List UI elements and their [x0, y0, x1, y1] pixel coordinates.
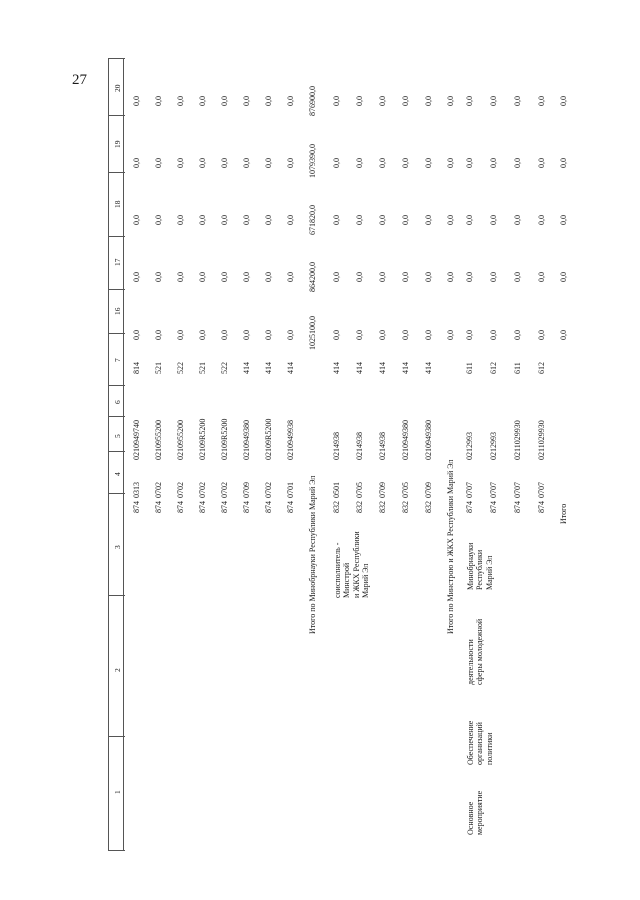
cell-csr: 02109R5200 — [264, 418, 273, 460]
cell-rz: 0707 — [537, 482, 546, 498]
header-col-16: 16 — [113, 307, 122, 315]
main-event-type: Основное мероприятие — [466, 790, 485, 835]
cell-grbs: 874 — [154, 501, 163, 513]
total-minstroy-v19: 0,0 — [446, 158, 455, 168]
cell-v17: 0,0 — [513, 272, 522, 282]
total-event-v16: 0,0 — [559, 330, 568, 340]
total-minobr-v17: 864200,0 — [308, 262, 317, 292]
cell-vr: 612 — [489, 362, 498, 374]
total-minobr-v16: 1025100,0 — [308, 316, 317, 350]
cell-v16: 0,0 — [537, 330, 546, 340]
cell-vr: 414 — [378, 362, 387, 374]
cell-vr: 521 — [154, 362, 163, 374]
cell-v20: 0,0 — [176, 96, 185, 106]
cell-rz: 0702 — [176, 482, 185, 498]
cell-vr: 521 — [198, 362, 207, 374]
cell-v18: 0,0 — [286, 215, 295, 225]
total-event-label: Итого — [559, 503, 568, 524]
cell-v19: 0,0 — [424, 158, 433, 168]
cell-vr: 611 — [513, 362, 522, 374]
cell-v18: 0,0 — [355, 215, 364, 225]
cell-v18: 0,0 — [154, 215, 163, 225]
total-minobr-v19: 1079390,0 — [308, 144, 317, 178]
cell-rz: 0701 — [286, 482, 295, 498]
header-column-divider — [108, 850, 125, 851]
cell-v16: 0,0 — [132, 330, 141, 340]
cell-v19: 0,0 — [537, 158, 546, 168]
cell-v19: 0,0 — [286, 158, 295, 168]
cell-rz: 0702 — [154, 482, 163, 498]
cell-v19: 0,0 — [513, 158, 522, 168]
header-column-divider — [108, 236, 125, 237]
total-event-v19: 0,0 — [559, 158, 568, 168]
cell-v20: 0,0 — [332, 96, 341, 106]
main-event-executor: Минобрнауки Республики Марий Эл — [466, 542, 494, 590]
cell-grbs: 874 — [220, 501, 229, 513]
cell-v17: 0,0 — [154, 272, 163, 282]
cell-grbs: 874 — [132, 501, 141, 513]
cell-rz: 0702 — [264, 482, 273, 498]
cell-v16: 0,0 — [176, 330, 185, 340]
co-executor-label: соисполнитель - Минстрой и ЖКХ Республики Марий Эл — [333, 531, 371, 598]
cell-v16: 0,0 — [286, 330, 295, 340]
cell-csr: 0211029930 — [537, 420, 546, 460]
header-col-2: 2 — [113, 668, 122, 672]
total-minstroy-v20: 0,0 — [446, 96, 455, 106]
cell-csr: 0210949380 — [242, 420, 251, 460]
cell-v16: 0,0 — [242, 330, 251, 340]
cell-v20: 0,0 — [154, 96, 163, 106]
cell-v17: 0,0 — [132, 272, 141, 282]
cell-v16: 0,0 — [424, 330, 433, 340]
cell-v17: 0,0 — [489, 272, 498, 282]
cell-rz: 0707 — [489, 482, 498, 498]
cell-v16: 0,0 — [513, 330, 522, 340]
cell-v17: 0,0 — [220, 272, 229, 282]
header-col-4: 4 — [113, 472, 122, 476]
cell-v19: 0,0 — [242, 158, 251, 168]
cell-v18: 0,0 — [537, 215, 546, 225]
cell-rz: 0709 — [424, 482, 433, 498]
cell-vr: 814 — [132, 362, 141, 374]
total-minobr-label: Итого по Минобрнауки Республики Марий Эл — [308, 475, 317, 634]
cell-v18: 0,0 — [176, 215, 185, 225]
cell-v18: 0,0 — [465, 215, 474, 225]
cell-v16: 0,0 — [378, 330, 387, 340]
cell-v16: 0,0 — [264, 330, 273, 340]
header-column-divider — [108, 385, 125, 386]
cell-csr: 0210955200 — [176, 420, 185, 460]
header-column-divider — [108, 416, 125, 417]
main-event-name: Обеспечение организаций политики — [466, 720, 494, 765]
cell-v20: 0,0 — [132, 96, 141, 106]
cell-v18: 0,0 — [424, 215, 433, 225]
header-col-20: 20 — [113, 84, 122, 92]
cell-rz: 0313 — [132, 482, 141, 498]
total-event-v18: 0,0 — [559, 215, 568, 225]
cell-v16: 0,0 — [220, 330, 229, 340]
cell-v19: 0,0 — [220, 158, 229, 168]
cell-v17: 0,0 — [355, 272, 364, 282]
cell-v20: 0,0 — [537, 96, 546, 106]
header-column-divider — [108, 172, 125, 173]
cell-csr: 0214938 — [332, 432, 341, 460]
cell-v20: 0,0 — [401, 96, 410, 106]
cell-csr: 0212993 — [465, 432, 474, 460]
cell-v19: 0,0 — [132, 158, 141, 168]
header-col-5: 5 — [113, 434, 122, 438]
header-col-18: 18 — [113, 200, 122, 208]
main-event-name-tail: деятельности сферы молодежной — [466, 618, 485, 685]
cell-csr: 0210949740 — [132, 420, 141, 460]
cell-v19: 0,0 — [154, 158, 163, 168]
cell-csr: 0210949380 — [424, 420, 433, 460]
cell-v18: 0,0 — [401, 215, 410, 225]
cell-v19: 0,0 — [355, 158, 364, 168]
cell-v20: 0,0 — [465, 96, 474, 106]
total-minstroy-label: Итого по Минстрою и ЖКХ Республики Марий Эл — [446, 459, 455, 634]
header-col-1: 1 — [113, 790, 122, 794]
header-col-17: 17 — [113, 258, 122, 266]
cell-v20: 0,0 — [220, 96, 229, 106]
cell-vr: 611 — [465, 362, 474, 374]
cell-v20: 0,0 — [489, 96, 498, 106]
cell-v17: 0,0 — [264, 272, 273, 282]
header-col-6: 6 — [113, 400, 122, 404]
cell-v16: 0,0 — [465, 330, 474, 340]
cell-v19: 0,0 — [378, 158, 387, 168]
cell-rz: 0707 — [513, 482, 522, 498]
total-minstroy-v18: 0,0 — [446, 215, 455, 225]
cell-grbs: 874 — [176, 501, 185, 513]
total-event-v17: 0,0 — [559, 272, 568, 282]
cell-v16: 0,0 — [154, 330, 163, 340]
cell-v17: 0,0 — [198, 272, 207, 282]
cell-vr: 414 — [401, 362, 410, 374]
cell-v20: 0,0 — [264, 96, 273, 106]
cell-v18: 0,0 — [264, 215, 273, 225]
cell-rz: 0501 — [332, 482, 341, 498]
cell-v20: 0,0 — [242, 96, 251, 106]
header-col-19: 19 — [113, 140, 122, 148]
cell-rz: 0709 — [378, 482, 387, 498]
cell-v19: 0,0 — [489, 158, 498, 168]
cell-v17: 0,0 — [286, 272, 295, 282]
cell-v17: 0,0 — [424, 272, 433, 282]
cell-rz: 0702 — [198, 482, 207, 498]
cell-rz: 0705 — [355, 482, 364, 498]
cell-grbs: 832 — [332, 501, 341, 513]
header-column-divider — [108, 451, 125, 452]
cell-grbs: 874 — [465, 501, 474, 513]
header-column-divider — [108, 736, 125, 737]
cell-grbs: 874 — [198, 501, 207, 513]
cell-v19: 0,0 — [264, 158, 273, 168]
cell-grbs: 874 — [242, 501, 251, 513]
cell-v18: 0,0 — [220, 215, 229, 225]
cell-grbs: 832 — [424, 501, 433, 513]
cell-v20: 0,0 — [378, 96, 387, 106]
cell-v18: 0,0 — [332, 215, 341, 225]
cell-v18: 0,0 — [242, 215, 251, 225]
cell-v20: 0,0 — [424, 96, 433, 106]
cell-vr: 522 — [220, 362, 229, 374]
total-minobr-v18: 671820,0 — [308, 205, 317, 235]
cell-grbs: 874 — [489, 501, 498, 513]
header-column-divider — [108, 333, 125, 334]
cell-grbs: 874 — [286, 501, 295, 513]
cell-v16: 0,0 — [355, 330, 364, 340]
header-column-divider — [108, 289, 125, 290]
header-col-3: 3 — [113, 545, 122, 549]
cell-csr: 0214938 — [355, 432, 364, 460]
cell-rz: 0705 — [401, 482, 410, 498]
cell-v19: 0,0 — [465, 158, 474, 168]
page-number: 27 — [72, 72, 87, 88]
cell-v18: 0,0 — [132, 215, 141, 225]
table-top-border — [108, 58, 109, 850]
cell-grbs: 832 — [355, 501, 364, 513]
cell-v16: 0,0 — [198, 330, 207, 340]
cell-vr: 414 — [242, 362, 251, 374]
cell-grbs: 832 — [378, 501, 387, 513]
cell-vr: 414 — [355, 362, 364, 374]
cell-csr: 0214938 — [378, 432, 387, 460]
cell-grbs: 874 — [537, 501, 546, 513]
cell-v19: 0,0 — [176, 158, 185, 168]
cell-grbs: 874 — [264, 501, 273, 513]
cell-vr: 414 — [286, 362, 295, 374]
cell-v18: 0,0 — [513, 215, 522, 225]
cell-v20: 0,0 — [198, 96, 207, 106]
cell-v16: 0,0 — [401, 330, 410, 340]
cell-v17: 0,0 — [465, 272, 474, 282]
cell-grbs: 832 — [401, 501, 410, 513]
header-column-divider — [108, 58, 125, 59]
cell-csr: 02109R5200 — [198, 418, 207, 460]
header-column-divider — [108, 115, 125, 116]
cell-v16: 0,0 — [489, 330, 498, 340]
cell-csr: 0212993 — [489, 432, 498, 460]
cell-v20: 0,0 — [355, 96, 364, 106]
cell-v19: 0,0 — [332, 158, 341, 168]
cell-rz: 0707 — [465, 482, 474, 498]
cell-v17: 0,0 — [378, 272, 387, 282]
cell-v17: 0,0 — [401, 272, 410, 282]
header-col-7: 7 — [113, 358, 122, 362]
cell-v18: 0,0 — [489, 215, 498, 225]
cell-csr: 02109R5200 — [220, 418, 229, 460]
cell-v17: 0,0 — [242, 272, 251, 282]
cell-csr: 0210949380 — [401, 420, 410, 460]
cell-v17: 0,0 — [332, 272, 341, 282]
cell-v18: 0,0 — [378, 215, 387, 225]
cell-v20: 0,0 — [286, 96, 295, 106]
total-minstroy-v16: 0,0 — [446, 330, 455, 340]
total-minobr-v20: 876900,0 — [308, 86, 317, 116]
cell-vr: 612 — [537, 362, 546, 374]
header-column-divider — [108, 493, 125, 494]
cell-v20: 0,0 — [513, 96, 522, 106]
header-bottom-border — [123, 58, 124, 850]
cell-vr: 522 — [176, 362, 185, 374]
cell-v17: 0,0 — [537, 272, 546, 282]
cell-v19: 0,0 — [401, 158, 410, 168]
cell-vr: 414 — [424, 362, 433, 374]
cell-v17: 0,0 — [176, 272, 185, 282]
cell-v16: 0,0 — [332, 330, 341, 340]
cell-vr: 414 — [332, 362, 341, 374]
cell-rz: 0702 — [220, 482, 229, 498]
cell-csr: 0211029930 — [513, 420, 522, 460]
cell-vr: 414 — [264, 362, 273, 374]
cell-csr: 0210955200 — [154, 420, 163, 460]
cell-v18: 0,0 — [198, 215, 207, 225]
cell-rz: 0709 — [242, 482, 251, 498]
header-column-divider — [108, 595, 125, 596]
total-minstroy-v17: 0,0 — [446, 272, 455, 282]
cell-csr: 0210949938 — [286, 420, 295, 460]
cell-grbs: 874 — [513, 501, 522, 513]
cell-v19: 0,0 — [198, 158, 207, 168]
total-event-v20: 0,0 — [559, 96, 568, 106]
